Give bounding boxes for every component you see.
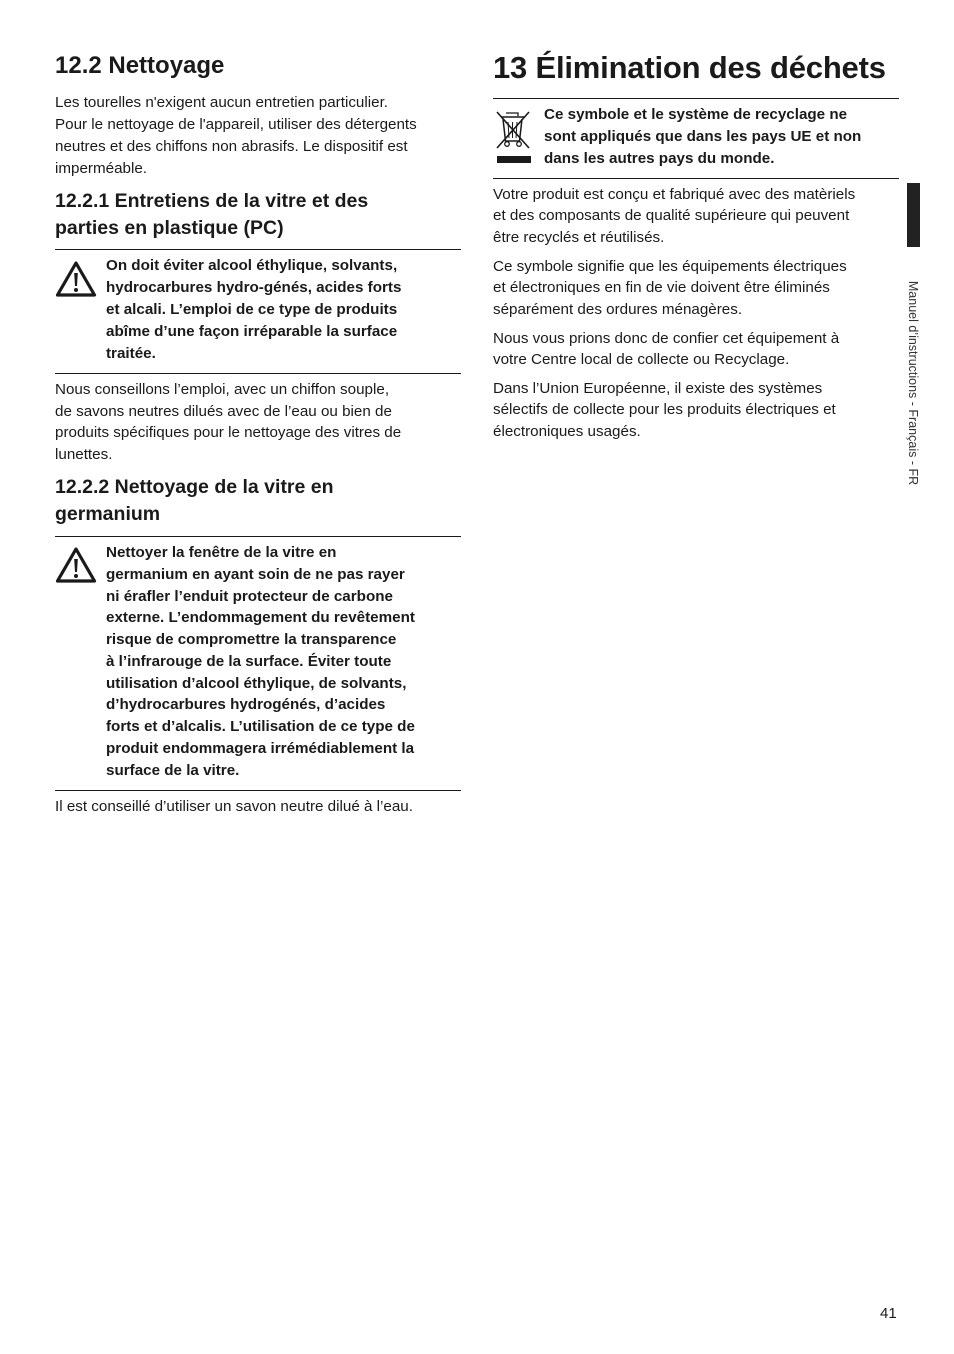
crossed-out-wheelie-bin-icon [493,108,533,164]
warning-line: externe. L’endommagement du revêtement [106,609,415,626]
intro-line: Pour le nettoyage de l'appareil, utiliser des détergents [55,116,417,133]
body-line: Ce symbole signifie que les équipements électriques [493,258,847,275]
body-line: Votre produit est conçu et fabriqué avec des matèriels [493,186,856,203]
page-number: 41 [880,1305,897,1322]
body-line: et électroniques en fin de vie doivent être éliminés [493,279,830,296]
warning-line: utilisation d’alcool éthylique, de solvants, [106,675,407,692]
divider [55,249,461,250]
body-line: électroniques usagés. [493,423,641,440]
warning-line: d’hydrocarbures hydrogénés, d’acides [106,696,386,713]
notice-line: dans les autres pays du monde. [544,150,775,167]
body-line: produits spécifiques pour le nettoyage des vitres de [55,424,402,441]
warning-triangle-icon [55,260,97,298]
body-line: Nous vous prions donc de confier cet équipement à [493,330,840,347]
body-line: être recyclés et réutilisés. [493,229,665,246]
divider [493,98,899,99]
body-line: votre Centre local de collecte ou Recyclage. [493,351,790,368]
warning-line: ni érafler l’enduit protecteur de carbone [106,588,393,605]
subsection-title-line: germanium [55,503,161,525]
warning-line: et alcali. L’emploi de ce type de produits [106,301,398,318]
warning-line: traitée. [106,345,156,362]
warning-line: à l’infrarouge de la surface. Éviter toute [106,653,392,670]
warning-line: On doit éviter alcool éthylique, solvants, [106,257,398,274]
warning-line: risque de compromettre la transparence [106,631,397,648]
section-title-13: 13 Élimination des déchets [493,50,886,85]
body-line: sélectifs de collecte pour les produits électriques et [493,401,836,418]
warning-line: produit endommagera irrémédiablement la [106,740,415,757]
germanium-cleaning-note: Il est conseillé d’utiliser un savon neutre dilué à l’eau. [55,798,413,815]
body-line: séparément des ordures ménagères. [493,301,743,318]
warning-line: surface de la vitre. [106,762,240,779]
notice-line: sont appliqués que dans les pays UE et non [544,128,862,145]
warning-line: forts et d’alcalis. L’utilisation de ce type de [106,718,415,735]
body-line: Dans l’Union Européenne, il existe des systèmes [493,380,823,397]
intro-line: Les tourelles n'exigent aucun entretien particulier. [55,94,389,111]
body-line: Nous conseillons l’emploi, avec un chiffon souple, [55,381,390,398]
body-line: et des composants de qualité supérieure qui peuvent [493,207,850,224]
body-line: lunettes. [55,446,113,463]
subsection-title-line: 12.2.2 Nettoyage de la vitre en [55,476,334,498]
intro-line: imperméable. [55,160,148,177]
body-line: de savons neutres dilués avec de l’eau ou bien de [55,403,392,420]
notice-line: Ce symbole et le système de recyclage ne [544,106,848,123]
divider [55,536,461,537]
warning-triangle-icon [55,546,97,584]
side-running-label: Manuel d’instructions - Français - FR [906,280,920,486]
warning-line: germanium en ayant soin de ne pas rayer [106,566,405,583]
subsection-title-line: parties en plastique (PC) [55,217,284,239]
divider [55,790,461,791]
warning-line: hydrocarbures hydro-génés, acides forts [106,279,402,296]
warning-line: abîme d’une façon irréparable la surface [106,323,398,340]
section-title-12-2: 12.2 Nettoyage [55,52,225,79]
divider [55,373,461,374]
section-tab-marker [907,183,920,247]
subsection-title-line: 12.2.1 Entretiens de la vitre et des [55,190,369,212]
intro-line: neutres et des chiffons non abrasifs. Le dispositif est [55,138,408,155]
warning-line: Nettoyer la fenêtre de la vitre en [106,544,337,561]
divider [493,178,899,179]
